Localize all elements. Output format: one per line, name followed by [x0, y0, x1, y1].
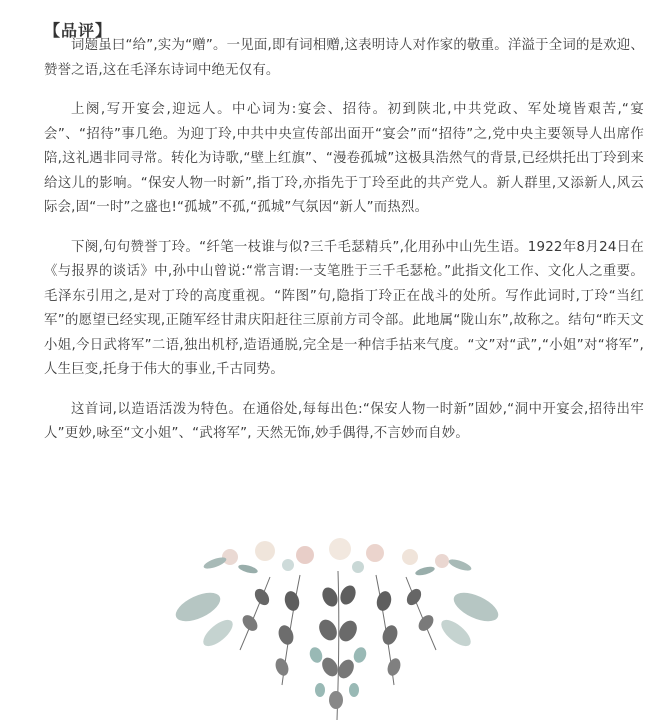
- paragraph-1: 词题虽曰“给”,实为“赠”。一见面,即有词相赠,这表明诗人对作家的敬重。洋溢于全词的是欢迎、赞誉之语,这在毛泽东诗词中绝无仅有。: [44, 38, 644, 78]
- flower-band: [202, 538, 472, 577]
- commentary-text: [44, 34, 644, 462]
- paragraph-4: 这首词,以造语活泼为特色。在通俗处,每每出色:“保安人物一时新”固妙,“洞中开宴会,招待出牢人”更妙,咏至“文小姐”、“武将军”, 天然无饰,妙手偶得,不言妙而自妙。: [44, 401, 644, 441]
- floral-decoration-image: [170, 535, 505, 723]
- section-heading: 【品评】: [44, 21, 113, 40]
- paragraph-2: 上阕,写开宴会,迎远人。中心词为:宴会、招待。初到陕北,中共党政、军处境皆艰苦,“宴会”、“招待”事几绝。为迎丁玲,中共中央宣传部出面开“宴会”而“招待”之,党中央主要领导人出席作陪,这礼遇非同寻常。转化为诗歌,“壁上红旗”、“漫卷孤城”这极具浩然气的背景,已经烘托出丁玲到来给这儿的影响。“保安人物一时新”,指丁玲,亦指先于丁玲至此的共产党人。新人群里,又添新人,风云际会,固“一时”之盛也!“孤城”不孤,“孤城”气氛因“新人”而热烈。: [44, 102, 644, 215]
- paragraph-3: 下阕,句句赞誉丁玲。“纤笔一枝谁与似?三千毛瑟精兵”,化用孙中山先生语。1922年8月24日在《与报界的谈话》中,孙中山曾说:“常言谓:一支笔胜于三千毛瑟枪。”此指文化工作、文化人之重要。毛泽东引用之,是对丁玲的高度重视。“阵图”句,隐指丁玲正在战斗的处所。写作此词时,丁玲“当红军”的愿望已经实现,正随军经甘肃庆阳赶往三原前方司令部。此地属“陇山东”,故称之。结句“昨天文小姐,今日武将军”二语,独出机杼,造语通脱,完全是一种信手拈来气度。“文”对“武”,“小姐”对“将军”,人生巨变,托身于伟大的事业,千古同势。: [44, 239, 644, 377]
